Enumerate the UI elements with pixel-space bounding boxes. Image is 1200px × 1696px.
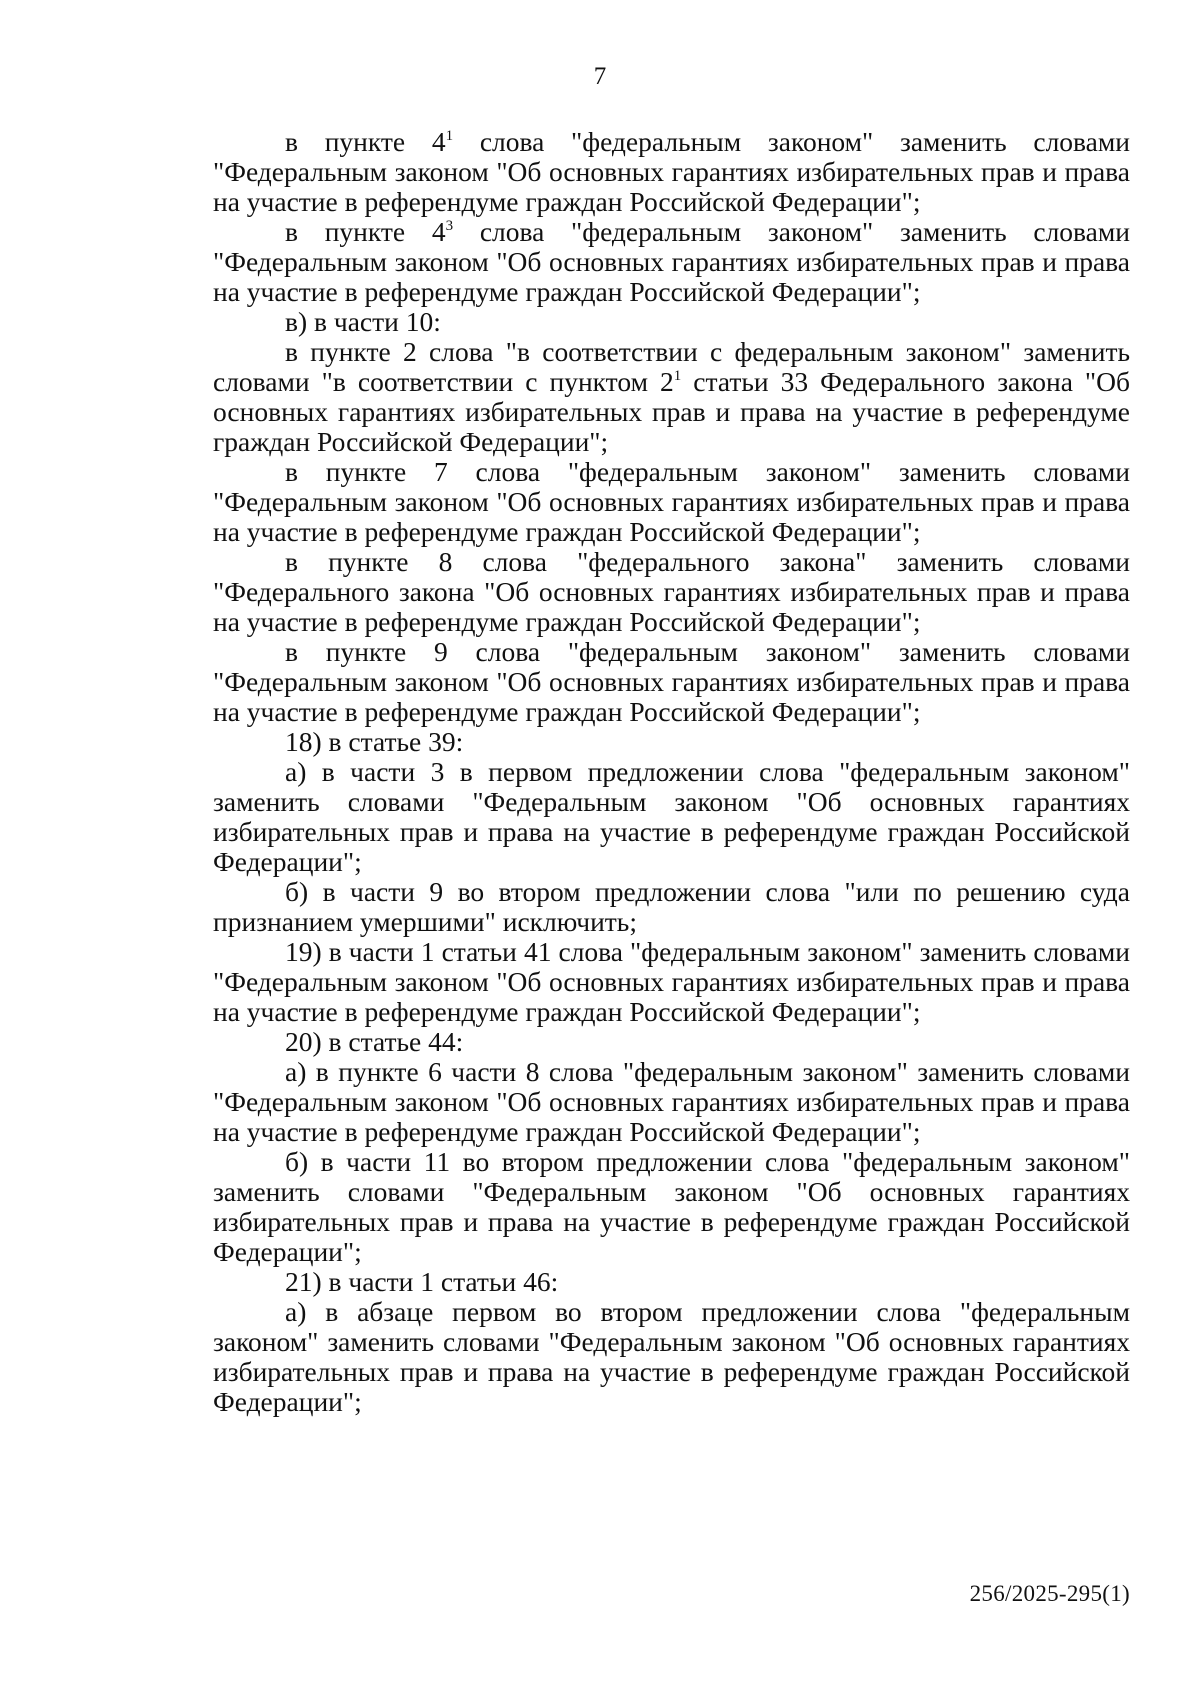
document-body — [213, 127, 1130, 1417]
paragraph: б) в части 11 во втором предложении слова "федеральным законом" заменить словами "Федеральным законом "Об основных гарантиях избирательных прав и права на участие в референдуме граждан Российской Федерации"; — [213, 1146, 1130, 1267]
paragraph: в пункте 9 слова "федеральным законом" заменить словами "Федеральным законом "Об основных гарантиях избирательных прав и права на участие в референдуме граждан Российской Федерации"; — [213, 636, 1130, 727]
paragraph: а) в абзаце первом во втором предложении слова "федеральным законом" заменить словами "Федеральным законом "Об основных гарантиях избирательных прав и права на участие в референдуме граждан Российской Федерации"; — [213, 1296, 1130, 1417]
paragraph: в пункте $4^1$ слова "федеральным законом" заменить словами "Федеральным законом "Об основных гарантиях избирательных прав и права на участие в референдуме граждан Российской Федерации"; — [213, 126, 1130, 217]
paragraph: в пункте 8 слова "федерального закона" заменить словами "Федерального закона "Об основных гарантиях избирательных прав и права на участие в референдуме граждан Российской Федерации"; — [213, 546, 1130, 637]
paragraph: в пункте $4^3$ слова "федеральным законом" заменить словами "Федеральным законом "Об основных гарантиях избирательных прав и права на участие в референдуме граждан Российской Федерации"; — [213, 216, 1130, 307]
paragraph: 20) в статье 44: — [285, 1026, 464, 1057]
paragraph: а) в пункте 6 части 8 слова "федеральным законом" заменить словами "Федеральным законом "Об основных гарантиях избирательных прав и права на участие в референдуме граждан Российской Федерации"; — [213, 1056, 1130, 1147]
paragraph: б) в части 9 во втором предложении слова "или по решению суда признанием умершими" исключить; — [213, 876, 1130, 937]
paragraph: а) в части 3 в первом предложении слова "федеральным законом" заменить словами "Федеральным законом "Об основных гарантиях избирательных прав и права на участие в референдуме граждан Российской Федерации"; — [213, 756, 1130, 877]
paragraph: в пункте 7 слова "федеральным законом" заменить словами "Федеральным законом "Об основных гарантиях избирательных прав и права на участие в референдуме граждан Российской Федерации"; — [213, 456, 1130, 547]
page-number: 7 — [593, 63, 607, 90]
paragraph: в) в части 10: — [285, 306, 441, 337]
document-code: 256/2025-295(1) — [969, 1581, 1130, 1606]
paragraph: в пункте 2 слова "в соответствии с федеральным законом" заменить словами "в соответствии с пунктом $2^1$ статьи 33 Федерального закона "Об основных гарантиях избирательных прав и права на участие в референдуме граждан Российской Федерации"; — [213, 336, 1130, 457]
paragraph: 19) в части 1 статьи 41 слова "федеральным законом" заменить словами "Федеральным законом "Об основных гарантиях избирательных прав и права на участие в референдуме граждан Российской Федерации"; — [213, 936, 1130, 1027]
paragraph: 18) в статье 39: — [285, 726, 464, 757]
paragraph: 21) в части 1 статьи 46: — [285, 1266, 559, 1297]
